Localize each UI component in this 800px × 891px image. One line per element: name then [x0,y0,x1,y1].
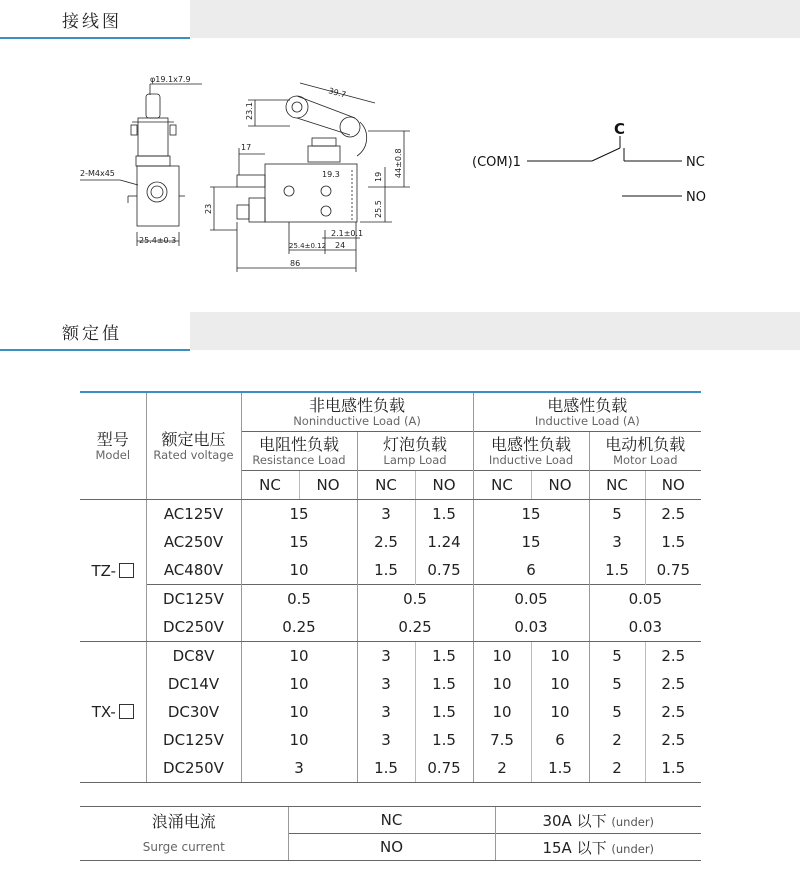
dim-19: 19 [374,171,383,182]
table-row: DC250V 0.25 0.25 0.03 0.03 [80,613,701,642]
tx-model-cell: TX- [80,642,146,783]
dim-roller: φ19.1x7.9 [150,75,191,84]
rating-section-title: 额定值 [62,324,122,344]
table-row: DC30V 10 3 1.5 10 10 5 2.5 [80,698,701,726]
wiring-c-label: C [614,120,626,138]
dim-44: 44±0.8 [394,148,403,178]
dim-25-5: 25.5 [374,200,383,218]
wiring-schematic [527,136,682,196]
dim-25-4: 25.4±0.12 [289,242,327,250]
surge-table [80,806,701,861]
wiring-com-label: (COM)1 [472,155,521,170]
table-row: AC480V 10 1.5 0.75 6 1.5 0.75 [80,556,701,585]
tz-model-cell: TZ- [80,500,146,642]
rating-table [80,391,701,783]
inductive-sub-header: 电感性负载 Inductive Load [473,432,589,471]
table-row: TX- DC8V 10 3 1.5 10 10 5 2.5 [80,642,701,671]
table-row: DC250V 3 1.5 0.75 2 1.5 2 1.5 [80,754,701,783]
table-row: DC125V 10 3 1.5 7.5 6 2 2.5 [80,726,701,754]
voltage-header: 额定电压 Rated voltage [146,392,241,500]
lamp-header: 灯泡负载 Lamp Load [357,432,473,471]
table-row: DC14V 10 3 1.5 10 10 5 2.5 [80,670,701,698]
dim-39-7: 39.7 [327,86,348,100]
nc-no-header-row: NC NO NC NO NC NO NC NO [80,471,701,500]
front-view [80,84,202,246]
motor-header: 电动机负载 Motor Load [589,432,701,471]
dimension-drawing [0,60,800,300]
noninductive-header: 非电感性负载 Noninductive Load (A) [241,392,473,432]
dim-23-1: 23.1 [245,102,254,120]
resistance-header: 电阻性负载 Resistance Load [241,432,357,471]
dim-19-3: 19.3 [322,170,340,179]
dim-86: 86 [290,259,301,268]
wiring-section-header [0,0,800,38]
wiring-nc-label: NC [686,155,705,170]
model-header: 型号 Model [80,392,146,500]
dim-24: 24 [335,241,346,250]
dim-screw: 2-M4x45 [80,169,115,178]
table-row: 浪涌电流 NC 30A 以下 (under) [80,807,701,834]
dim-2-1: 2.1±0.1 [331,229,364,238]
table-row: TZ- AC125V 15 3 1.5 15 5 2.5 [80,500,701,529]
table-row: Surge current NO 15A 以下 (under) [80,834,701,861]
wiring-section-title: 接线图 [62,12,122,32]
rating-section-header [0,312,800,350]
dim-width-front: 25.4±0.3 [139,236,177,245]
inductive-header: 电感性负载 Inductive Load (A) [473,392,701,432]
wiring-no-label: NO [686,190,706,205]
dim-23: 23 [204,203,213,214]
surge-label-cn: 浪涌电流 [80,807,288,834]
checkbox-icon [119,704,134,719]
surge-label-en: Surge current [80,834,288,861]
checkbox-icon [119,563,134,578]
dim-17: 17 [241,143,252,152]
table-row: AC250V 15 2.5 1.24 15 3 1.5 [80,528,701,556]
table-row: DC125V 0.5 0.5 0.05 0.05 [80,585,701,614]
